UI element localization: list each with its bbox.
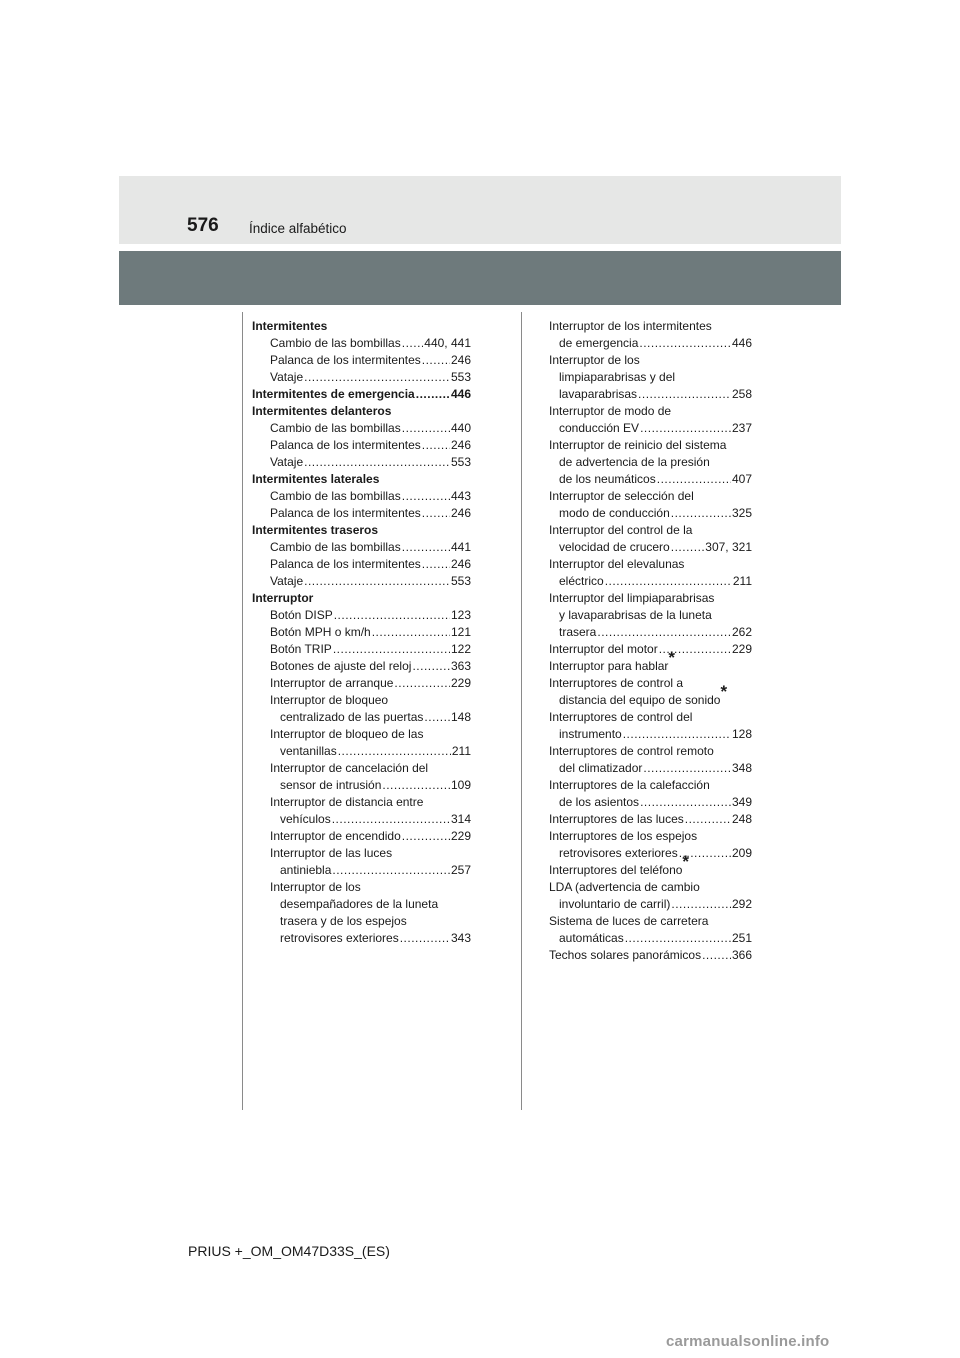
index-entry [549,437,752,454]
index-entry-text: Interruptores de los espejos [549,829,698,843]
index-entry-text: Interruptores de control remoto [549,744,714,758]
index-entry-text: Interruptores del teléfono [549,863,683,877]
index-entry-text: Interruptor de los [549,353,640,367]
index-entry-page: 122 [450,642,471,656]
section-title: Índice alfabético [249,221,347,236]
index-entry-text: Interruptor del elevalunas [549,557,685,571]
dot-leader [671,539,705,556]
dot-leader [402,488,450,505]
right-column-rule [521,312,522,1110]
index-entry-page: 251 [731,931,752,945]
index-entry [549,709,752,726]
index-entry [252,386,471,403]
index-entry-page: 211 [732,574,752,588]
index-entry-text: Cambio de las bombillas [270,540,401,554]
dot-leader [394,675,450,692]
index-entry-page: 553 [450,574,471,588]
index-entry-text: velocidad de crucero [559,540,670,554]
index-entry [252,828,471,845]
index-entry-page: 128 [731,727,752,741]
index-entry [549,420,752,437]
index-entry-page: 246 [450,438,471,452]
index-entry [252,471,471,488]
index-entry-page: 248 [731,812,752,826]
index-entry-page: 307, 321 [705,540,752,554]
index-entry-text: Interruptor de los intermitentes [549,319,712,333]
index-entry-text: desempañadores de la luneta [280,897,439,911]
index-entry [252,811,471,828]
dot-leader [638,386,731,403]
index-entry-text: Interruptor de las luces [270,846,393,860]
dot-leader [332,862,450,879]
dot-leader [338,743,451,760]
index-entry [549,352,752,369]
page-number: 576 [187,215,219,236]
index-entry-text: Interruptor de selección del [549,489,694,503]
index-entry [252,420,471,437]
index-entry-page: 325 [731,506,752,520]
dot-leader [685,811,731,828]
index-entry-text: centralizado de las puertas [280,710,424,724]
index-entry [549,896,752,913]
index-entry [549,590,752,607]
dot-leader [382,777,450,794]
index-entry-text: Palanca de los intermitentes [270,438,421,452]
index-entry-page: 366 [731,948,752,962]
index-entry-text: Interruptores de las luces [549,812,684,826]
index-entry [252,658,471,675]
dot-leader [422,505,450,522]
index-entry [549,828,752,845]
index-entry [252,794,471,811]
index-entry-page: 314 [450,812,471,826]
dot-leader [412,658,450,675]
index-entry [549,403,752,420]
dot-leader [640,794,731,811]
index-entry [252,607,471,624]
index-entry [252,845,471,862]
dot-leader [402,539,450,556]
index-entry [549,369,752,386]
dot-leader [671,896,731,913]
index-entry-text: Palanca de los intermitentes [270,506,421,520]
index-entry [549,556,752,573]
index-entry-text: distancia del equipo de sonido [559,693,721,707]
index-entry [252,641,471,658]
dot-leader [605,573,732,590]
index-entry-text: Botones de ajuste del reloj [270,659,412,673]
index-entry-text: retrovisores exteriores [559,846,678,860]
header-band [119,176,841,244]
index-entry [549,335,752,352]
index-entry [252,675,471,692]
index-entry-page: 407 [731,472,752,486]
index-entry [252,896,471,913]
index-entry-page: 553 [450,370,471,384]
index-entry-text: Interruptor de los [270,880,361,894]
index-entry [252,454,471,471]
index-entry-text: Interruptor de arranque [270,676,394,690]
index-entry-text: Palanca de los intermitentes [270,557,421,571]
index-entry-text: Vataje [270,574,304,588]
dot-leader [640,420,731,437]
index-entry-text: sensor de intrusión [280,778,382,792]
index-entry-page: 109 [450,778,471,792]
index-entry [549,743,752,760]
index-entry-page: 363 [450,659,471,673]
index-entry [549,386,752,403]
dot-leader [402,420,450,437]
index-entry [549,777,752,794]
index-entry [549,488,752,505]
index-entry [549,930,752,947]
index-entry-text: automáticas [559,931,624,945]
index-entry [252,930,471,947]
index-entry [252,556,471,573]
index-entry [549,454,752,471]
index-entry-page: 443 [450,489,471,503]
index-entry-text: Sistema de luces de carretera [549,914,709,928]
index-entry [252,352,471,369]
index-entry-text: Intermitentes de emergencia [252,387,415,401]
index-entry [252,726,471,743]
index-entry-text: Interruptor de encendido [270,829,401,843]
index-entry-text: retrovisores exteriores [280,931,399,945]
index-entry [549,539,752,556]
watermark: carmanualsonline.info [666,1333,830,1350]
left-column-rule [242,312,243,1110]
dot-leader [623,726,731,743]
document-code: PRIUS +_OM_OM47D33S_(ES) [188,1243,390,1259]
index-entry [549,318,752,335]
index-entry [252,437,471,454]
dot-leader [304,369,450,386]
index-entry-text: de los asientos [559,795,640,809]
dot-leader [702,947,731,964]
index-entry-text: Vataje [270,370,304,384]
index-entry-page: 258 [731,387,752,401]
dot-leader [332,811,450,828]
index-entry [252,709,471,726]
index-entry-text: Cambio de las bombillas [270,421,401,435]
dot-leader [304,573,450,590]
index-entry-text: trasera [559,625,597,639]
index-entry-text: conducción EV [559,421,640,435]
index-entry-page: 257 [450,863,471,877]
index-entry-text: de emergencia [559,336,639,350]
index-entry [549,726,752,743]
dot-leader [402,335,424,352]
index-entry-page: 246 [450,557,471,571]
index-entry-page: 229 [731,642,752,656]
index-entry [252,879,471,896]
index-entry-text: Botón TRIP [270,642,332,656]
dot-leader [416,386,450,403]
index-entry [252,539,471,556]
index-column-left [252,318,471,947]
index-entry-text: Interruptor de distancia entre [270,795,424,809]
index-entry [549,624,752,641]
index-entry-page: 121 [450,625,471,639]
index-entry-text: Intermitentes [252,319,328,333]
index-entry-text: Interruptor para hablar [549,659,669,673]
index-entry-page: 440, 441 [424,336,471,350]
index-entry [252,624,471,641]
index-entry-text: instrumento [559,727,622,741]
index-entry-text: Palanca de los intermitentes [270,353,421,367]
index-entry-text: Interruptor de modo de [549,404,672,418]
index-entry-page: 349 [731,795,752,809]
index-entry [252,318,471,335]
index-entry [549,794,752,811]
index-entry-page: 229 [450,676,471,690]
index-entry-text: Botón DISP [270,608,333,622]
dot-leader [402,828,450,845]
dot-leader [400,930,450,947]
index-entry [252,743,471,760]
index-entry-text: Cambio de las bombillas [270,336,401,350]
index-entry [549,811,752,828]
index-entry [252,369,471,386]
index-entry-text: ventanillas [280,744,337,758]
index-entry-text: Intermitentes delanteros [252,404,392,418]
index-entry-page: 123 [450,608,471,622]
index-entry-page: 246 [450,353,471,367]
index-entry-page: 229 [450,829,471,843]
index-entry-text: limpiaparabrisas y del [559,370,676,384]
index-entry-text: Cambio de las bombillas [270,489,401,503]
index-entry [252,777,471,794]
dot-leader [334,607,450,624]
index-entry-text: de los neumáticos [559,472,656,486]
index-entry [252,760,471,777]
index-entry-text: modo de conducción [559,506,670,520]
index-entry-text: Interruptor [252,591,314,605]
dot-leader [422,437,450,454]
index-entry [549,879,752,896]
index-entry [252,590,471,607]
index-entry-text: Interruptor del limpiaparabrisas [549,591,715,605]
index-entry [549,573,752,590]
index-entry-page: 148 [450,710,471,724]
dot-leader [643,760,731,777]
dot-leader [422,352,450,369]
index-entry-text: vehículos [280,812,331,826]
index-entry-text: LDA (advertencia de cambio [549,880,700,894]
index-entry [549,845,752,862]
dot-leader [625,930,731,947]
index-entry-text: lavaparabrisas [559,387,638,401]
dot-leader [333,641,450,658]
index-entry-text: Vataje [270,455,304,469]
index-entry-page: 441 [450,540,471,554]
index-entry-page: 348 [731,761,752,775]
index-entry-text: Interruptor de bloqueo de las [270,727,424,741]
index-entry-text: involuntario de carril) [559,897,671,911]
dot-leader [372,624,450,641]
index-entry-text: Botón MPH o km/h [270,625,371,639]
index-entry-text: trasera y de los espejos [280,914,407,928]
index-entry [549,471,752,488]
index-entry [549,947,752,964]
index-entry-text: Interruptor de cancelación del [270,761,429,775]
index-entry-text: Interruptor de bloqueo [270,693,389,707]
index-entry [549,607,752,624]
index-entry-text: Intermitentes laterales [252,472,380,486]
index-entry-page: 446 [450,387,471,401]
index-entry-page: 446 [731,336,752,350]
index-entry [252,505,471,522]
index-entry-text: Interruptores de control del [549,710,693,724]
index-entry [252,488,471,505]
index-entry-text: Techos solares panorámicos [549,948,702,962]
index-entry [252,862,471,879]
index-entry-page: 209 [731,846,752,860]
index-entry [549,913,752,930]
index-entry [252,692,471,709]
section-banner [119,251,841,305]
index-entry [549,505,752,522]
index-entry [252,913,471,930]
index-entry-page: 440 [450,421,471,435]
index-entry-text: y lavaparabrisas de la luneta [559,608,712,622]
dot-leader [304,454,450,471]
index-entry-text: Interruptor de reinicio del sistema [549,438,727,452]
index-entry-text: antiniebla [280,863,332,877]
index-entry [252,335,471,352]
dot-leader [639,335,731,352]
index-entry-text: Intermitentes traseros [252,523,379,537]
index-column-right [549,318,752,964]
dot-leader [671,505,731,522]
index-entry-page: 246 [450,506,471,520]
index-entry [252,522,471,539]
index-entry-text: del climatizador [559,761,643,775]
index-entry [549,641,752,658]
dot-leader [657,471,731,488]
index-entry-text: de advertencia de la presión [559,455,710,469]
dot-leader [422,556,450,573]
index-entry-page: 262 [731,625,752,639]
index-entry-text: Interruptor del control de la [549,523,693,537]
index-entry-page: 211 [451,744,471,758]
index-entry [252,403,471,420]
dot-leader [597,624,731,641]
index-entry-text: Interruptores de la calefacción [549,778,710,792]
index-entry-text: Interruptores de control a [549,676,684,690]
index-entry-text: eléctrico [559,574,604,588]
index-entry-page: 343 [450,931,471,945]
index-entry-page: 237 [731,421,752,435]
index-entry-page: 292 [731,897,752,911]
index-entry [252,573,471,590]
dot-leader [424,709,450,726]
index-entry [549,522,752,539]
footnote-star: * [720,682,728,701]
index-entry [549,760,752,777]
footnote-star: * [668,648,676,667]
index-entry-page: 553 [450,455,471,469]
index-entry-text: Interruptor del motor [549,642,658,656]
footnote-star: * [682,852,690,871]
